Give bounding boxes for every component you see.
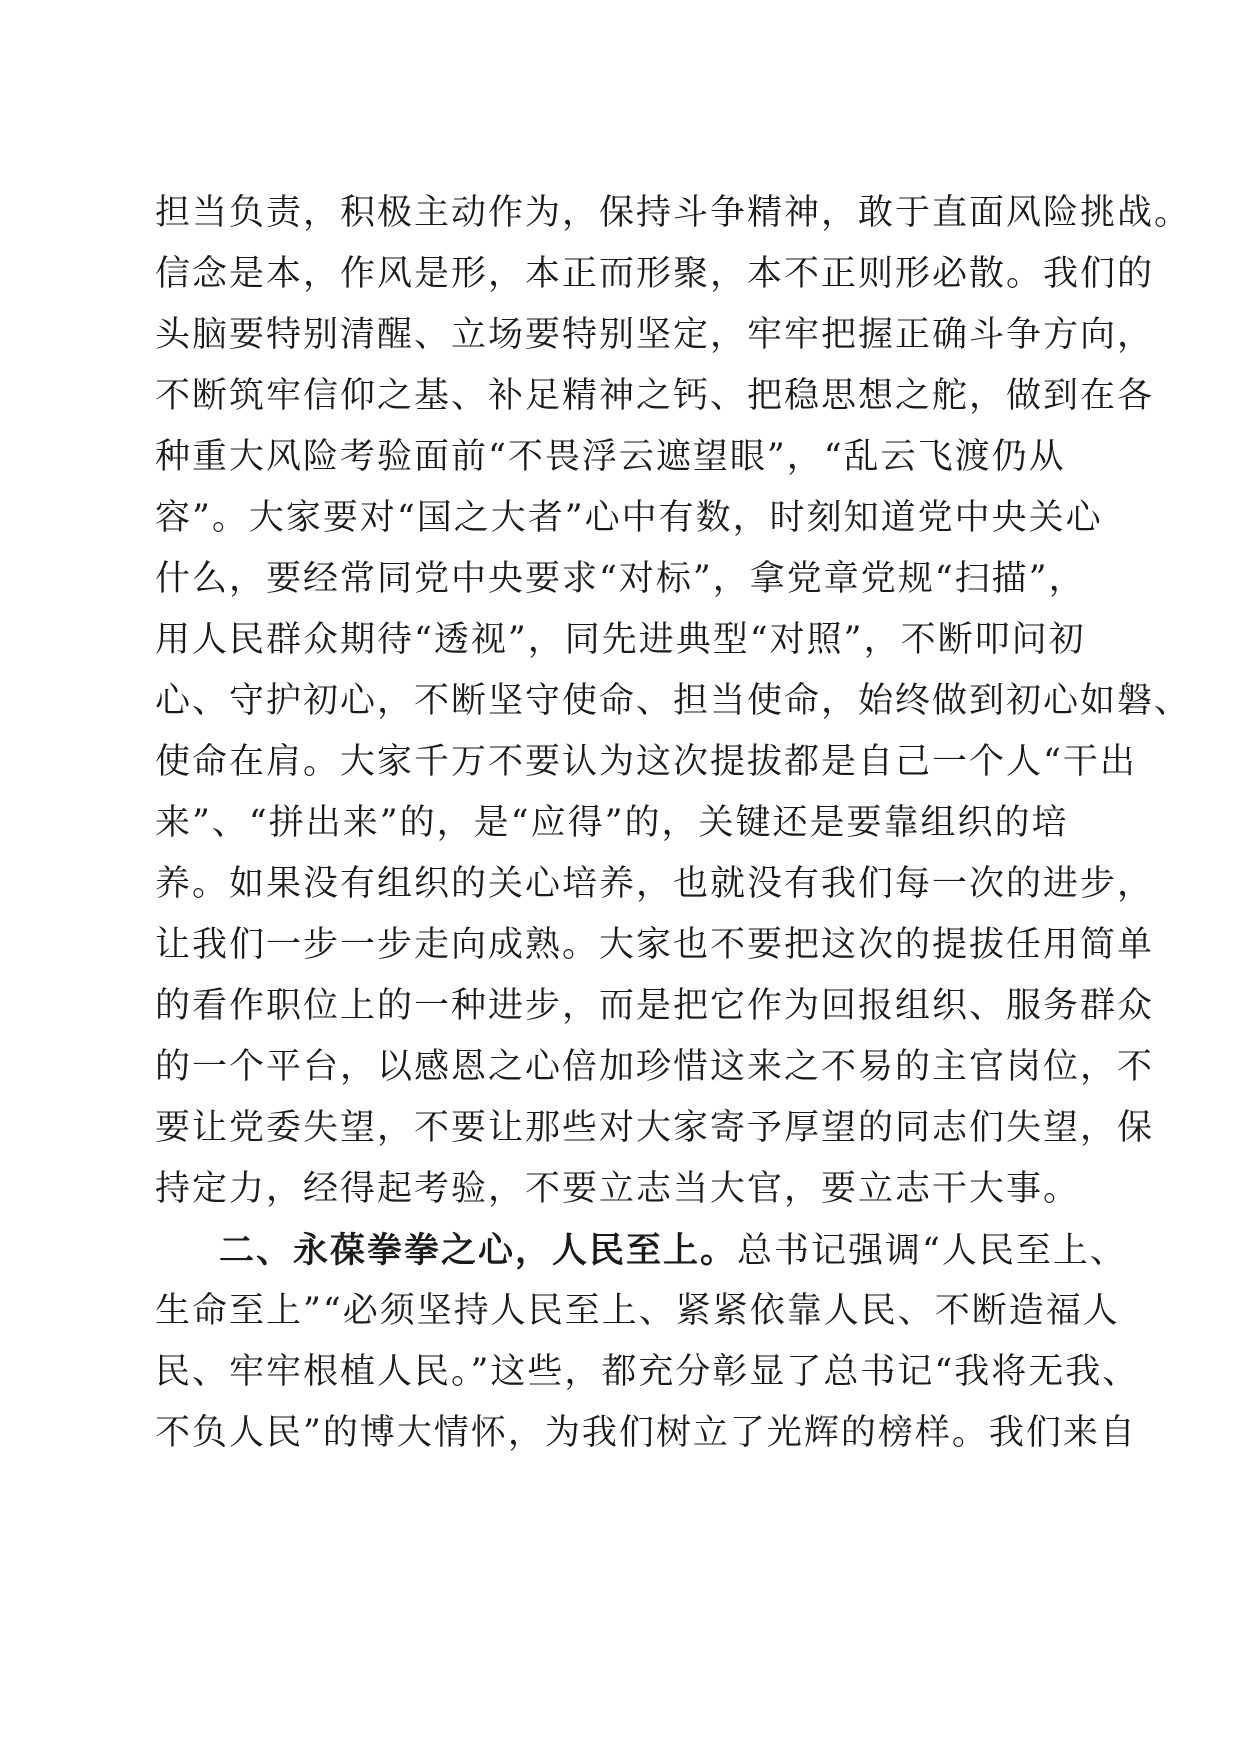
section-two-heading: 二、永葆拳拳之心，人民至上。 (219, 1230, 738, 1271)
text-line-6: 容”。大家要对“国之大者”心中有数，时刻知道党中央关心 (155, 498, 1103, 538)
text-line-15: 的一个平台，以感恩之心倍加珍惜这来之不易的主官岗位，不 (155, 1047, 1155, 1087)
text-line-16: 要让党委失望，不要让那些对大家寄予厚望的同志们失望，保 (155, 1108, 1155, 1148)
text-line-3: 头脑要特别清醒、立场要特别坚定，牢牢把握正确斗争方向， (155, 315, 1155, 355)
text-line-12: 养。如果没有组织的关心培养，也就没有我们每一次的进步， (155, 864, 1155, 904)
text-line-13: 让我们一步一步走向成熟。大家也不要把这次的提拔任用简单 (155, 925, 1155, 965)
text-line-2: 信念是本，作风是形，本正而形聚，本不正则形必散。我们的 (155, 254, 1155, 294)
text-line-9: 心、守护初心，不断坚守使命、担当使命，始终做到初心如磐、 (155, 681, 1192, 721)
section-two-first-line-rest: 总书记强调“人民至上、 (737, 1231, 1127, 1271)
section-two-line-3: 民、牢牢根植人民。”这些，都充分彰显了总书记“我将无我、 (155, 1352, 1140, 1392)
text-line-8: 用人民群众期待“透视”，同先进典型“对照”，不断叩问初 (155, 620, 1086, 660)
text-line-14: 的看作职位上的一种进步，而是把它作为回报组织、服务群众 (155, 986, 1155, 1026)
text-line-7: 什么，要经常同党中央要求“对标”，拿党章党规“扫描”， (155, 559, 1086, 599)
section-two-line-2: 生命至上”“必须坚持人民至上、紧紧依靠人民、不断造福人 (155, 1291, 1120, 1331)
text-line-1: 担当负责，积极主动作为，保持斗争精神，敢于直面风险挑战。 (155, 193, 1192, 233)
text-line-5: 种重大风险考验面前“不畏浮云遮望眼”，“乱云飞渡仍从 (155, 437, 1066, 477)
text-line-10: 使命在肩。大家千万不要认为这次提拔都是自己一个人“干出 (155, 742, 1137, 782)
text-line-11: 来”、“拼出来”的，是“应得”的，关键还是要靠组织的培 (155, 803, 1069, 843)
section-two-line-4: 不负人民”的博大情怀，为我们树立了光辉的榜样。我们来自 (155, 1413, 1137, 1453)
section-two-first-line (155, 1220, 1127, 1281)
body-text (155, 183, 1192, 1464)
text-line-17: 持定力，经得起考验，不要立志当大官，要立志干大事。 (155, 1169, 1081, 1209)
text-line-4: 不断筑牢信仰之基、补足精神之钙、把稳思想之舵，做到在各 (155, 376, 1155, 416)
